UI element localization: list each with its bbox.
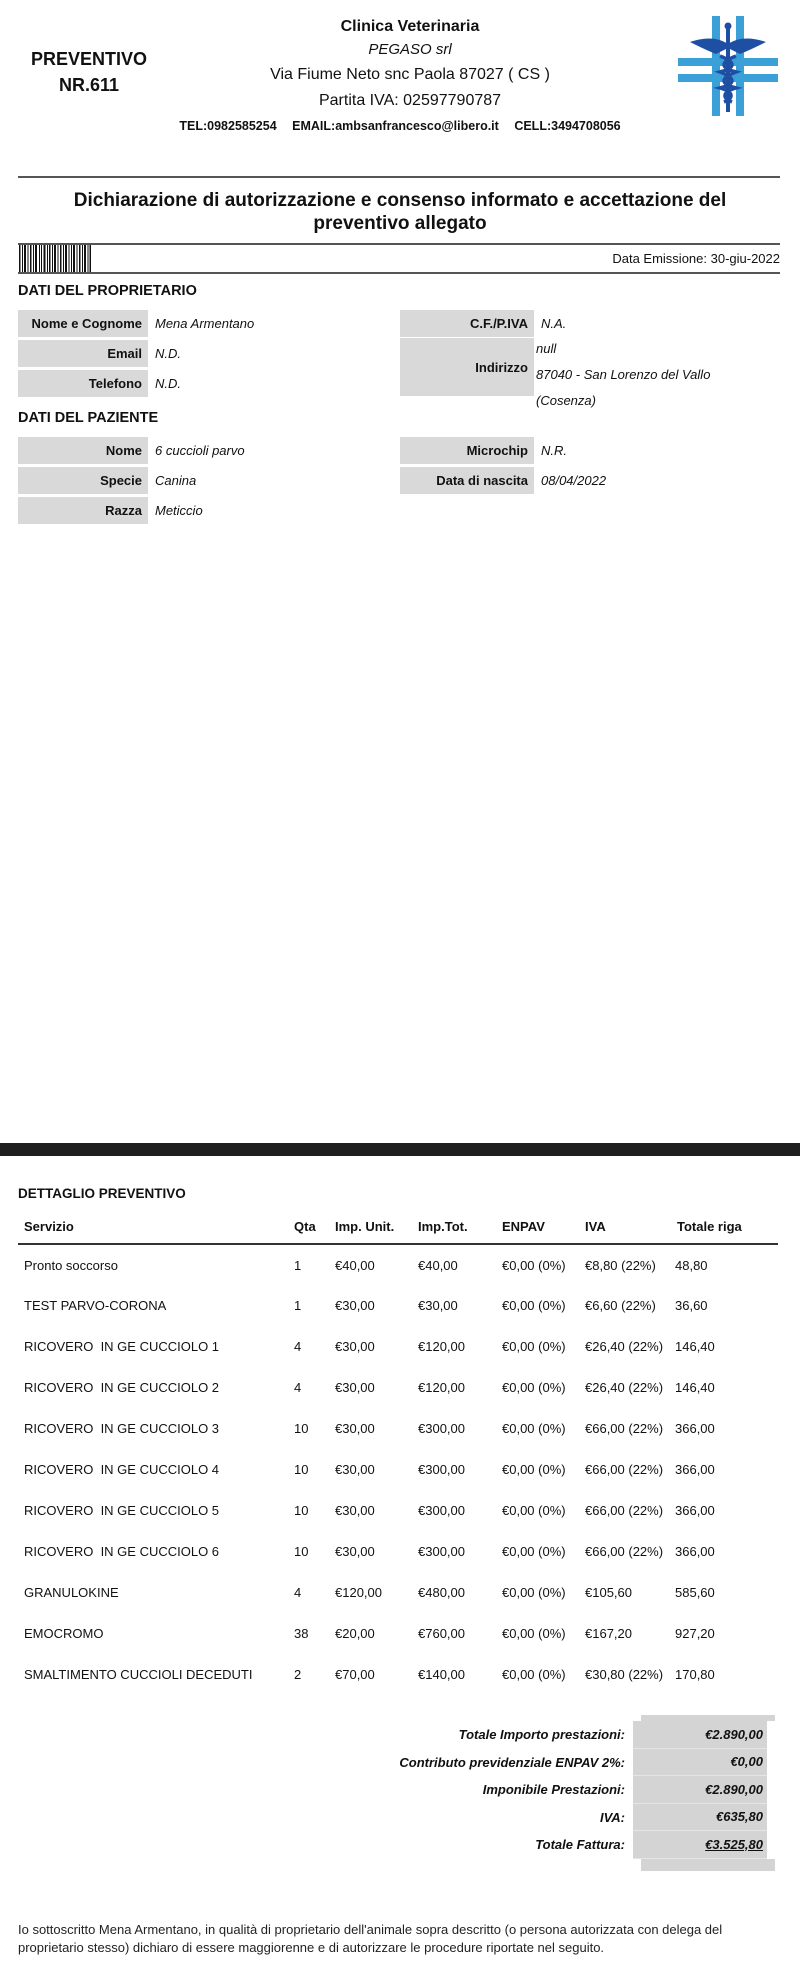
cell-enpav: €0,00 (0%) (502, 1339, 566, 1354)
clinic-tel: TEL:0982585254 (179, 119, 277, 133)
cell-service: TEST PARVO-CORONA (24, 1298, 167, 1313)
barcode-icon (19, 245, 91, 272)
cell-service: Pronto soccorso (24, 1257, 118, 1273)
cell-row-total: 48,80 (675, 1257, 708, 1273)
cell-qty: 10 (294, 1544, 309, 1559)
table-row (18, 1531, 778, 1572)
cell-total-price: €300,00 (418, 1421, 465, 1436)
declaration-text: Io sottoscritto Mena Armentano, in qualità di proprietario dell'animale sopra descritto (o persona autorizzata con delega del proprietario stesso) dichiaro di essere maggiorenne e di autorizzare le procedure riportate nel seguito. (18, 1922, 723, 1955)
col-header-service: Servizio (18, 1210, 294, 1244)
table-header-row (18, 1210, 778, 1244)
cell-service: EMOCROMO (24, 1626, 104, 1641)
cell-row-total: 366,00 (675, 1421, 715, 1436)
cell-enpav: €0,00 (0%) (502, 1462, 566, 1477)
cell-qty: 1 (294, 1257, 302, 1273)
cell-row-total: 146,40 (675, 1380, 715, 1395)
cell-total-price: €120,00 (418, 1339, 465, 1354)
cell-qty: 10 (294, 1462, 309, 1477)
details-section-title: DETTAGLIO PREVENTIVO (18, 1186, 186, 1201)
doc-number: NR.611 (58, 75, 120, 95)
cell-iva: €66,00 (22%) (585, 1421, 664, 1436)
cell-row-total: 36,60 (675, 1298, 708, 1313)
clinic-email: EMAIL:ambsanfrancesco@libero.it (292, 119, 499, 133)
cell-unit-price: €70,00 (335, 1667, 375, 1682)
total-row-taxable (300, 1776, 775, 1804)
total-label: IVA: (599, 1809, 625, 1825)
cell-total-price: €480,00 (418, 1585, 465, 1600)
table-row (18, 1326, 778, 1367)
cell-qty: 1 (294, 1298, 302, 1313)
cell-iva: €105,60 (585, 1585, 632, 1600)
owner-address-value (536, 336, 710, 414)
owner-address-label: Indirizzo (400, 338, 534, 396)
total-value: €635,80 (633, 1804, 767, 1832)
owner-field-phone (18, 370, 181, 397)
table-row (18, 1285, 778, 1326)
caduceus-cross-logo-icon (676, 14, 780, 118)
field-label: Microchip (400, 437, 534, 464)
field-value: Meticcio (155, 503, 203, 518)
cell-qty: 2 (294, 1667, 302, 1682)
cell-row-total: 585,60 (675, 1585, 715, 1600)
field-label: Telefono (18, 370, 148, 397)
cell-qty: 4 (294, 1339, 302, 1354)
cell-qty: 10 (294, 1421, 309, 1436)
field-label: Specie (18, 467, 148, 494)
address-line: (Cosenza) (536, 393, 596, 408)
cell-service: RICOVERO IN GE CUCCIOLO 5 (24, 1503, 220, 1518)
cell-row-total: 366,00 (675, 1503, 715, 1518)
owner-section-title: DATI DEL PROPRIETARIO (18, 283, 197, 299)
company-name: PEGASO srl (368, 41, 452, 58)
cell-service: RICOVERO IN GE CUCCIOLO 1 (24, 1339, 220, 1354)
table-row (18, 1449, 778, 1490)
clinic-vat: Partita IVA: 02597790787 (318, 92, 502, 109)
doc-type: PREVENTIVO (30, 49, 148, 69)
cell-row-total: 170,80 (675, 1667, 715, 1682)
field-label: Email (18, 340, 148, 367)
cell-enpav: €0,00 (0%) (502, 1544, 566, 1559)
total-row-iva (300, 1804, 775, 1832)
cell-qty: 4 (294, 1585, 302, 1600)
cell-iva: €26,40 (22%) (585, 1339, 664, 1354)
field-value: N.D. (155, 346, 181, 361)
cell-row-total: 366,00 (675, 1544, 715, 1559)
patient-field-species (18, 467, 196, 494)
col-header-total-price: Imp.Tot. (418, 1210, 502, 1244)
table-row (18, 1572, 778, 1613)
cell-iva: €8,80 (22%) (585, 1257, 656, 1273)
cell-unit-price: €120,00 (335, 1585, 382, 1600)
field-label: Nome (18, 437, 148, 464)
quote-label (0, 46, 178, 98)
field-value: 6 cuccioli parvo (155, 443, 245, 458)
field-value: N.R. (541, 443, 567, 458)
clinic-address: Via Fiume Neto snc Paola 87027 ( CS ) (270, 66, 550, 83)
total-row-services (300, 1721, 775, 1749)
cell-row-total: 146,40 (675, 1339, 715, 1354)
field-label: Data di nascita (400, 467, 534, 494)
table-row (18, 1490, 778, 1531)
field-label: Nome e Cognome (18, 310, 148, 337)
cell-qty: 38 (294, 1626, 309, 1641)
cell-total-price: €300,00 (418, 1544, 465, 1559)
table-row (18, 1244, 778, 1285)
cell-unit-price: €30,00 (335, 1462, 375, 1477)
patient-field-microchip (400, 437, 567, 464)
patient-field-name (18, 437, 245, 464)
cell-enpav: €0,00 (0%) (502, 1503, 566, 1518)
cell-qty: 4 (294, 1380, 302, 1395)
cell-enpav: €0,00 (0%) (502, 1380, 566, 1395)
table-row (18, 1654, 778, 1695)
cell-total-price: €40,00 (418, 1257, 458, 1273)
totals-pad (641, 1859, 775, 1871)
field-value: N.A. (541, 316, 567, 331)
cell-total-price: €140,00 (418, 1667, 465, 1682)
cell-qty: 10 (294, 1503, 309, 1518)
field-value: N.D. (155, 376, 181, 391)
clinic-name: Clinica Veterinaria (340, 18, 480, 35)
cell-enpav: €0,00 (0%) (502, 1421, 566, 1436)
cell-enpav: €0,00 (0%) (502, 1585, 566, 1600)
cell-iva: €6,60 (22%) (585, 1298, 656, 1313)
cell-iva: €30,80 (22%) (585, 1667, 664, 1682)
cell-unit-price: €30,00 (335, 1503, 375, 1518)
cell-service: SMALTIMENTO CUCCIOLI DECEDUTI (24, 1667, 253, 1682)
total-label: Totale Fattura: (535, 1837, 625, 1853)
col-header-qty: Qta (294, 1210, 335, 1244)
total-label: Imponibile Prestazioni: (482, 1782, 625, 1798)
cell-unit-price: €30,00 (335, 1339, 375, 1354)
cell-iva: €66,00 (22%) (585, 1462, 664, 1477)
address-line: 87040 - San Lorenzo del Vallo (536, 367, 711, 382)
cell-unit-price: €30,00 (335, 1298, 375, 1313)
field-value: Mena Armentano (155, 316, 255, 331)
cell-enpav: €0,00 (0%) (502, 1667, 566, 1682)
totals-block (300, 1715, 775, 1871)
patient-section-title: DATI DEL PAZIENTE (18, 410, 159, 426)
field-value: 08/04/2022 (541, 473, 607, 488)
cell-unit-price: €30,00 (335, 1544, 375, 1559)
field-label: C.F./P.IVA (400, 310, 534, 337)
clinic-contacts (0, 119, 800, 133)
total-label: Contributo previdenziale ENPAV 2%: (399, 1754, 625, 1770)
cell-total-price: €300,00 (418, 1503, 465, 1518)
patient-field-birthdate (400, 467, 606, 494)
owner-field-name (18, 310, 254, 337)
col-header-enpav: ENPAV (502, 1210, 585, 1244)
total-value-final: €3.525,80 (633, 1831, 767, 1859)
cell-unit-price: €20,00 (335, 1626, 375, 1641)
total-row-enpav (300, 1749, 775, 1777)
owner-field-email (18, 340, 181, 367)
cell-unit-price: €30,00 (335, 1421, 375, 1436)
cell-unit-price: €30,00 (335, 1380, 375, 1395)
col-header-unit-price: Imp. Unit. (335, 1210, 418, 1244)
clinic-cell: CELL:3494708056 (514, 119, 621, 133)
cell-service: RICOVERO IN GE CUCCIOLO 3 (24, 1421, 220, 1436)
document-title: Dichiarazione di autorizzazione e consenso informato e accettazione del preventivo allegato (73, 190, 727, 234)
table-row (18, 1613, 778, 1654)
quote-lines-table (18, 1210, 778, 1695)
cell-iva: €167,20 (585, 1626, 632, 1641)
cell-enpav: €0,00 (0%) (502, 1298, 566, 1313)
cell-total-price: €30,00 (418, 1298, 458, 1313)
cell-iva: €66,00 (22%) (585, 1544, 664, 1559)
cell-row-total: 927,20 (675, 1626, 715, 1641)
total-row-invoice (300, 1831, 775, 1859)
address-line: null (536, 341, 557, 356)
cell-service: RICOVERO IN GE CUCCIOLO 6 (24, 1544, 220, 1559)
divider (18, 243, 780, 245)
clinic-info (180, 16, 640, 114)
table-row (18, 1408, 778, 1449)
cell-total-price: €300,00 (418, 1462, 465, 1477)
cell-row-total: 366,00 (675, 1462, 715, 1477)
cell-total-price: €760,00 (418, 1626, 465, 1641)
patient-field-breed (18, 497, 203, 524)
cell-service: GRANULOKINE (24, 1585, 119, 1600)
field-label: Razza (18, 497, 148, 524)
total-label: Totale Importo prestazioni: (458, 1727, 625, 1743)
cell-iva: €26,40 (22%) (585, 1380, 664, 1395)
cell-total-price: €120,00 (418, 1380, 465, 1395)
divider (18, 176, 780, 178)
total-value: €2.890,00 (633, 1721, 767, 1749)
cell-service: RICOVERO IN GE CUCCIOLO 4 (24, 1462, 220, 1477)
total-value: €2.890,00 (633, 1776, 767, 1804)
col-header-iva: IVA (585, 1210, 675, 1244)
cell-service: RICOVERO IN GE CUCCIOLO 2 (24, 1380, 220, 1395)
col-header-row-total: Totale riga (675, 1210, 778, 1244)
owner-field-cf (400, 310, 566, 337)
cell-enpav: €0,00 (0%) (502, 1626, 566, 1641)
page-break-band (0, 1143, 800, 1156)
cell-unit-price: €40,00 (335, 1257, 375, 1273)
cell-enpav: €0,00 (0%) (502, 1257, 566, 1273)
cell-iva: €66,00 (22%) (585, 1503, 664, 1518)
table-row (18, 1367, 778, 1408)
divider (18, 272, 780, 274)
field-value: Canina (155, 473, 197, 488)
emission-date: Data Emissione: 30-giu-2022 (612, 251, 780, 266)
total-value: €0,00 (633, 1749, 767, 1777)
